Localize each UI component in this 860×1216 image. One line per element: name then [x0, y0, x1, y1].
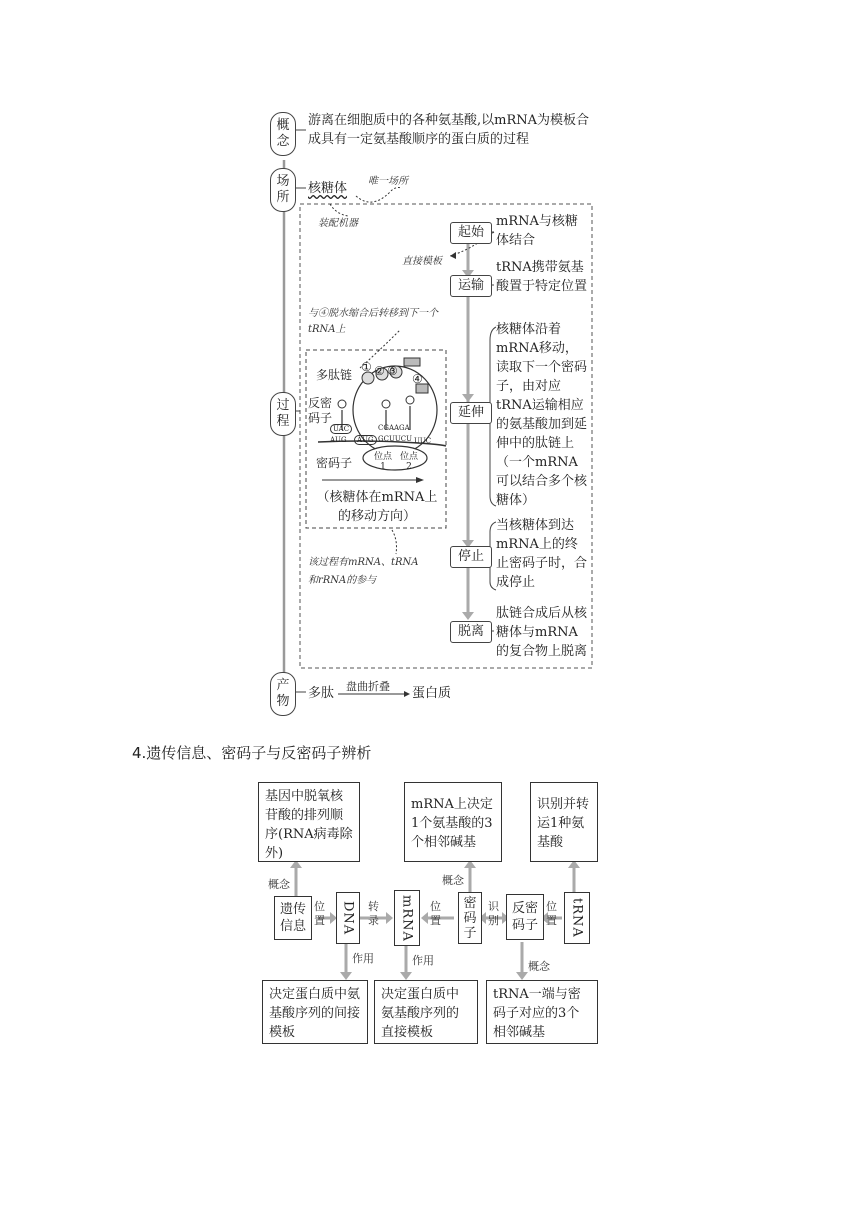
stage-elongation: 延伸: [450, 402, 492, 424]
conn-function-1: 作用: [352, 952, 374, 965]
figure-site1: 位点1: [373, 452, 392, 472]
conn-concept-2: 概念: [442, 874, 464, 887]
mid-anticodon-label: 反密码子: [511, 901, 538, 933]
conn-concept-3: 概念: [528, 960, 550, 973]
category-process: [270, 392, 296, 436]
stage-stop: 停止: [450, 546, 492, 568]
category-site-char1: 场: [276, 174, 290, 189]
figure-aug-left: AUG: [330, 436, 347, 444]
figure-polypeptide: 多肽链: [316, 368, 353, 382]
note-direct-template: 直接模板: [402, 256, 442, 267]
figure-seq3: GCUUCU: [378, 435, 413, 443]
category-site-char2: 所: [276, 190, 290, 205]
site-text: 核糖体: [308, 181, 348, 196]
product-arrow-label: 盘曲折叠: [346, 680, 390, 693]
site-note-machine: 装配机器: [318, 218, 358, 229]
figure-codon: 密码子: [316, 456, 353, 470]
stage-start-desc: mRNA与核糖体结合: [496, 214, 578, 248]
conn-position-3: 位置: [546, 900, 557, 927]
mid-dna: [336, 892, 360, 944]
note-transfer: 与④脱水缩合后转移到下一个tRNA上: [308, 308, 438, 335]
concept-text: 游离在细胞质中的各种氨基酸,以mRNA为模板合成具有一定氨基酸顺序的蛋白质的过程: [308, 113, 590, 147]
figure-num4: ④: [412, 372, 423, 386]
stage-transport-desc: tRNA携带氨基酸置于特定位置: [496, 260, 588, 294]
figure-uac: UAC: [330, 424, 352, 434]
conn-position-1: 位置: [314, 900, 325, 927]
figure-num2: ②: [374, 364, 385, 378]
section4-heading: 4.遗传信息、密码子与反密码子辨析: [132, 744, 372, 762]
mid-mrna-label: mRNA: [399, 894, 415, 942]
product-left: 多肽: [308, 686, 335, 701]
conn-transcription: 转录: [368, 900, 379, 927]
conn-function-2: 作用: [412, 954, 434, 967]
category-process-char2: 程: [276, 414, 290, 429]
category-process-char1: 过: [276, 398, 290, 413]
figure-direction: （核糖体在mRNA上的移动方向）: [316, 490, 438, 524]
figure-site2: 位点2: [399, 452, 418, 472]
top-box-codon: mRNA上决定1个氨基酸的3个相邻碱基: [404, 782, 502, 862]
mid-dna-label: DNA: [340, 900, 356, 936]
site-note-only: 唯一场所: [368, 176, 408, 187]
mid-codon: [458, 892, 482, 944]
category-product: [270, 672, 296, 716]
bottom-box-anticodon: tRNA一端与密码子对应的3个相邻碱基: [486, 980, 598, 1044]
category-concept-char2: 念: [276, 134, 290, 149]
conn-position-2: 位置: [430, 900, 441, 927]
figure-seq1: CGAAGA: [378, 424, 410, 432]
conn-recognize: 识别: [488, 900, 499, 927]
stage-stop-desc: 当核糖体到达mRNA上的终止密码子时，合成停止: [496, 518, 588, 590]
mid-trna-label: tRNA: [569, 898, 585, 938]
note-rna: 该过程有mRNA、tRNA和rRNA的参与: [308, 557, 419, 586]
figure-num1: ①: [361, 360, 372, 374]
mid-codon-label: 密码子: [463, 895, 477, 941]
figure-seq4: UUC: [414, 437, 432, 445]
mid-trna: [564, 892, 590, 944]
figure-anticodon: 反密码子: [308, 396, 333, 425]
top-box-trna: 识别并转运1种氨基酸: [530, 782, 598, 862]
stage-release-desc: 肽链合成后从核糖体与mRNA的复合物上脱离: [496, 606, 588, 659]
stage-transport: 运输: [450, 275, 492, 297]
mid-mrna: [394, 890, 420, 946]
conn-concept-1: 概念: [268, 878, 290, 891]
category-product-char2: 物: [276, 694, 290, 709]
stage-start: 起始: [450, 222, 492, 244]
bottom-box-mrna: 决定蛋白质中氨基酸序列的直接模板: [374, 980, 478, 1044]
mid-genetic-info-label: 遗传信息: [279, 902, 306, 934]
category-site: [270, 168, 296, 212]
category-concept-char1: 概: [276, 118, 290, 133]
bottom-box-dna: 决定蛋白质中氨基酸序列的间接模板: [262, 980, 368, 1044]
stage-elongation-desc: 核糖体沿着mRNA移动，读取下一个密码子，由对应tRNA运输相应的氨基酸加到延伸中的肽链上（一个mRNA可以结合多个核糖体）: [496, 322, 588, 508]
top-box-genetic-info: 基因中脱氧核苷酸的排列顺序(RNA病毒除外): [258, 782, 360, 862]
category-concept: [270, 112, 296, 156]
figure-seq2: AUG: [354, 435, 377, 445]
product-right: 蛋白质: [412, 686, 452, 701]
stage-release: 脱离: [450, 621, 492, 643]
figure-num3: ③: [387, 364, 398, 378]
mid-genetic-info: [274, 896, 312, 940]
mid-anticodon: [506, 894, 544, 940]
category-product-char1: 产: [276, 678, 290, 693]
